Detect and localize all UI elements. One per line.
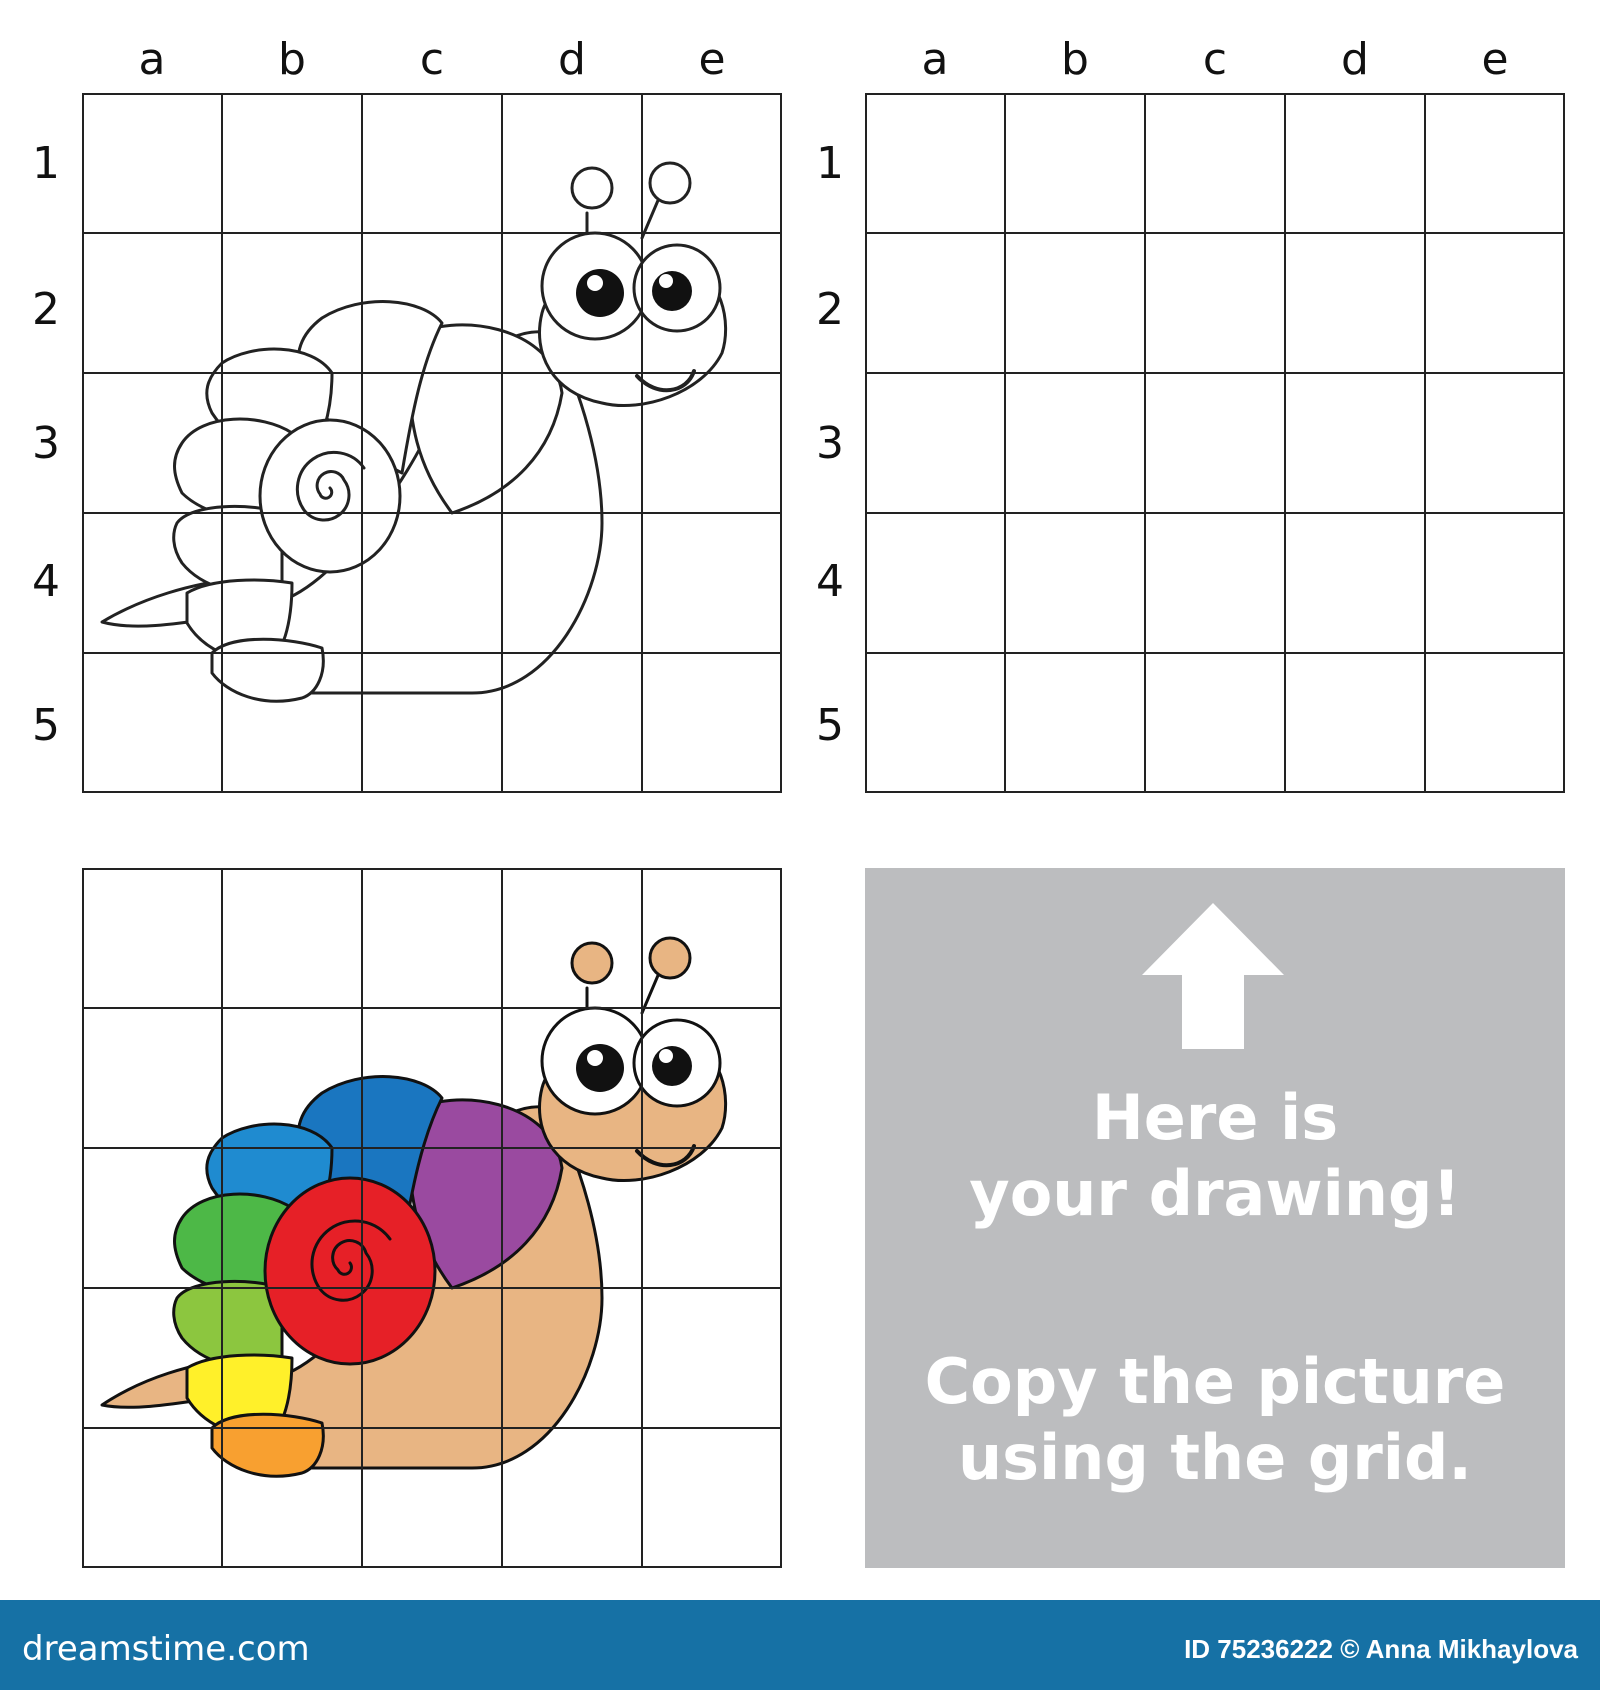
footer-credit: ID 75236222 © Anna Mikhaylova [1184,1634,1578,1664]
row-label-5: 5 [32,700,60,751]
outline-snail-grid [82,93,782,793]
row-label-2: 2 [32,284,60,335]
empty-drawing-grid [865,93,1565,793]
row-label-3: 3 [32,418,60,469]
row-label-3: 3 [816,418,844,469]
row-label-4: 4 [32,556,60,607]
instruction-line-3: Copy the picture [924,1345,1506,1418]
col-label-c: c [1202,34,1228,85]
row-label-1: 1 [32,138,60,189]
instruction-text [865,1344,1565,1495]
instruction-line-4: using the grid. [958,1420,1472,1494]
colored-snail-grid [82,868,782,1568]
col-label-d: d [1341,34,1369,85]
instruction-line-1: Here is [1091,1081,1339,1154]
col-label-a: a [138,34,166,85]
instruction-line-2: your drawing! [969,1156,1461,1230]
col-label-c: c [419,34,445,85]
row-label-1: 1 [816,138,844,189]
col-label-e: e [698,34,726,85]
col-label-a: a [921,34,949,85]
instruction-heading [865,1080,1565,1231]
outline-snail-drawing [82,93,782,793]
row-label-4: 4 [816,556,844,607]
footer-brand: dreamstime.com [22,1629,310,1669]
row-label-2: 2 [816,284,844,335]
col-label-e: e [1481,34,1509,85]
empty-grid-lines [865,93,1565,793]
col-label-d: d [558,34,586,85]
row-label-5: 5 [816,700,844,751]
up-arrow-icon [1142,903,1284,1049]
colored-snail-drawing [82,868,782,1568]
col-label-b: b [278,34,306,85]
col-label-b: b [1061,34,1089,85]
